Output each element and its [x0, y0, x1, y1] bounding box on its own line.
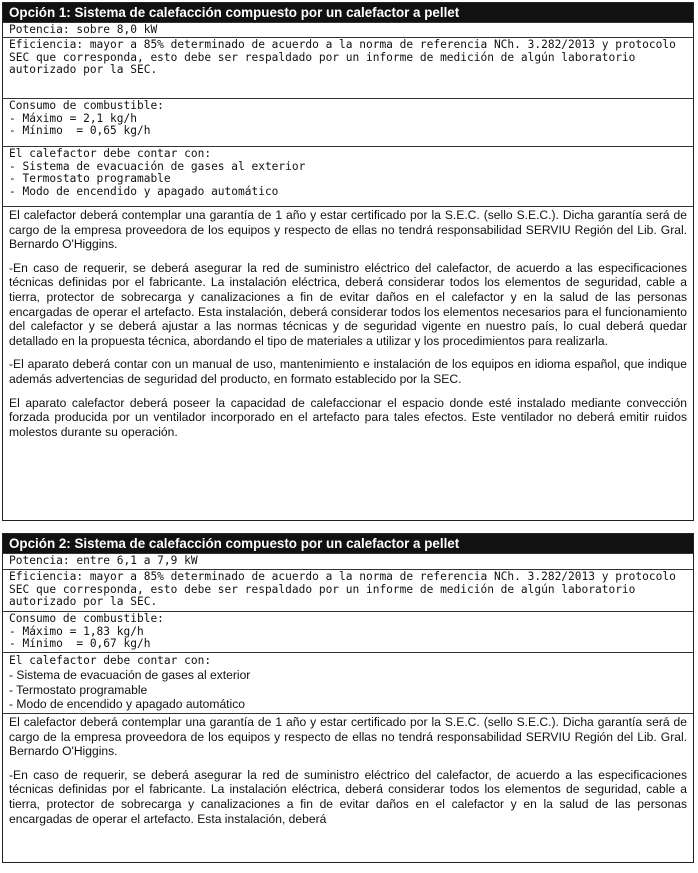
option-2-consumo-row	[3, 611, 693, 652]
option-1-consumo-label: Consumo de combustible:	[9, 99, 164, 112]
option-2-consumo-maximo: - Máximo = 1,83 kg/h	[9, 624, 144, 638]
option-1-eficiencia-line-1: Eficiencia: mayor a 85% determinado de acuerdo a la norma de referencia NCh. 3.282/2013 y protocolo	[9, 38, 676, 51]
option-1-requisito-evacuacion: - Sistema de evacuación de gases al exterior	[9, 159, 306, 173]
option-2-requisito-encendido: - Modo de encendido y apagado automático	[9, 697, 245, 712]
option-1-descripcion-row	[3, 206, 693, 520]
option-2-descripcion-row	[3, 713, 693, 873]
option-2-requisito-evacuacion: - Sistema de evacuación de gases al exterior	[9, 668, 251, 683]
option-2-eficiencia-row	[3, 569, 693, 611]
option-1-eficiencia-row	[3, 37, 693, 98]
option-1-potencia-row	[3, 22, 693, 37]
option-1-eficiencia-line-3: autorizado por la SEC.	[9, 63, 158, 77]
option-1-requisitos-label: El calefactor debe contar con:	[9, 147, 212, 160]
option-2-eficiencia-line-3: autorizado por la SEC.	[9, 595, 158, 609]
option-1-consumo-maximo: - Máximo = 2,1 kg/h	[9, 111, 137, 125]
option-2-requisitos-row	[3, 652, 693, 713]
option-2-garantia: El calefactor deberá contemplar una garantía de 1 año y estar certificado por la S.E.C. (sello S.E.C.). Dicha garantía será de cargo de la empresa proveedora de los equipos y respecto de ellas no tendrá responsabilidad SERVIU Región del Lib. Gral. Bernardo O'Higgins.	[9, 715, 687, 759]
option-1-potencia: Potencia: sobre 8,0 kW	[9, 23, 158, 36]
option-1-manual: -El aparato deberá contar con un manual de uso, mantenimiento e instalación de los equipos en idioma español, que indique además advertencias de seguridad del producto, en formato establecido por la SEC.	[9, 357, 687, 386]
option-1-requisito-encendido: - Modo de encendido y apagado automático	[9, 184, 279, 198]
option-1-requisito-termostato: - Termostato programable	[9, 172, 171, 186]
option-1-consumo-minimo: - Mínimo = 0,65 kg/h	[9, 124, 151, 138]
option-2-consumo-minimo: - Mínimo = 0,67 kg/h	[9, 637, 151, 651]
option-2-requisito-termostato: - Termostato programable	[9, 682, 148, 697]
option-2-electrico: -En caso de requerir, se deberá asegurar la red de suministro eléctrico del calefactor, de acuerdo a las especificaciones técnicas definidas por el fabricante. La instalación eléctrica, deberá considerar todos los elementos de seguridad, cable a tierra, protector de sobrecarga y canalizaciones a fin de evitar daños en el calefactor y en la salud de las personas encargadas de operar el artefacto. Esta instalación, deberá	[9, 767, 687, 826]
option-2-potencia: Potencia: entre 6,1 a 7,9 kW	[9, 554, 198, 567]
option-2-potencia-row	[3, 553, 693, 569]
option-2-consumo-label: Consumo de combustible:	[9, 612, 164, 625]
option-2-eficiencia-line-2: SEC que corresponda, esto debe ser respaldado por un informe de medición de algún laboratorio	[9, 582, 636, 596]
option-1-title: Opción 1: Sistema de calefacción compuesto por un calefactor a pellet	[3, 3, 693, 22]
option-2-eficiencia-line-1: Eficiencia: mayor a 85% determinado de acuerdo a la norma de referencia NCh. 3.282/2013 y protocolo	[9, 570, 676, 583]
option-1-electrico: -En caso de requerir, se deberá asegurar la red de suministro eléctrico del calefactor, de acuerdo a las especificaciones técnicas definidas por el fabricante. La instalación eléctrica, deberá considerar todos los elementos de seguridad, cable a tierra, protector de sobrecarga y canalizaciones a fin de evitar daños en el calefactor y en la salud de las personas encargadas de operar el artefacto. Esta instalación, deberá considerar todos los elementos necesarios para el funcionamiento del calefactor y se deberá ajustar a las normas técnicas y de seguridad vigente en nuestro país, lo cual deberá quedar detallado en la propuesta técnica, abordando el tipo de materiales a utilizar y los procedimientos para realizarla.	[9, 260, 687, 348]
option-1-eficiencia-line-2: SEC que corresponda, esto debe ser respaldado por un informe de medición de algún laboratorio	[9, 50, 636, 64]
option-2-title: Opción 2: Sistema de calefacción compuesto por un calefactor a pellet	[3, 534, 693, 553]
option-1-table	[2, 2, 694, 521]
option-1-garantia: El calefactor deberá contemplar una garantía de 1 año y estar certificado por la S.E.C. (sello S.E.C.). Dicha garantía será de cargo de la empresa proveedora de los equipos y respecto de ellas no tendrá responsabilidad SERVIU Región del Lib. Gral. Bernardo O'Higgins.	[9, 208, 687, 252]
option-1-ventilador: El aparato calefactor deberá poseer la capacidad de calefaccionar el espacio donde esté instalado mediante convección forzada producida por un ventilador incorporado en el artefacto para tales efectos. Este ventilador no deberá emitir ruidos molestos durante su operación.	[9, 395, 687, 439]
option-2-requisitos-label: El calefactor debe contar con:	[9, 654, 212, 667]
option-2-table	[2, 533, 694, 863]
option-1-requisitos-row	[3, 146, 693, 206]
option-1-consumo-row	[3, 98, 693, 146]
